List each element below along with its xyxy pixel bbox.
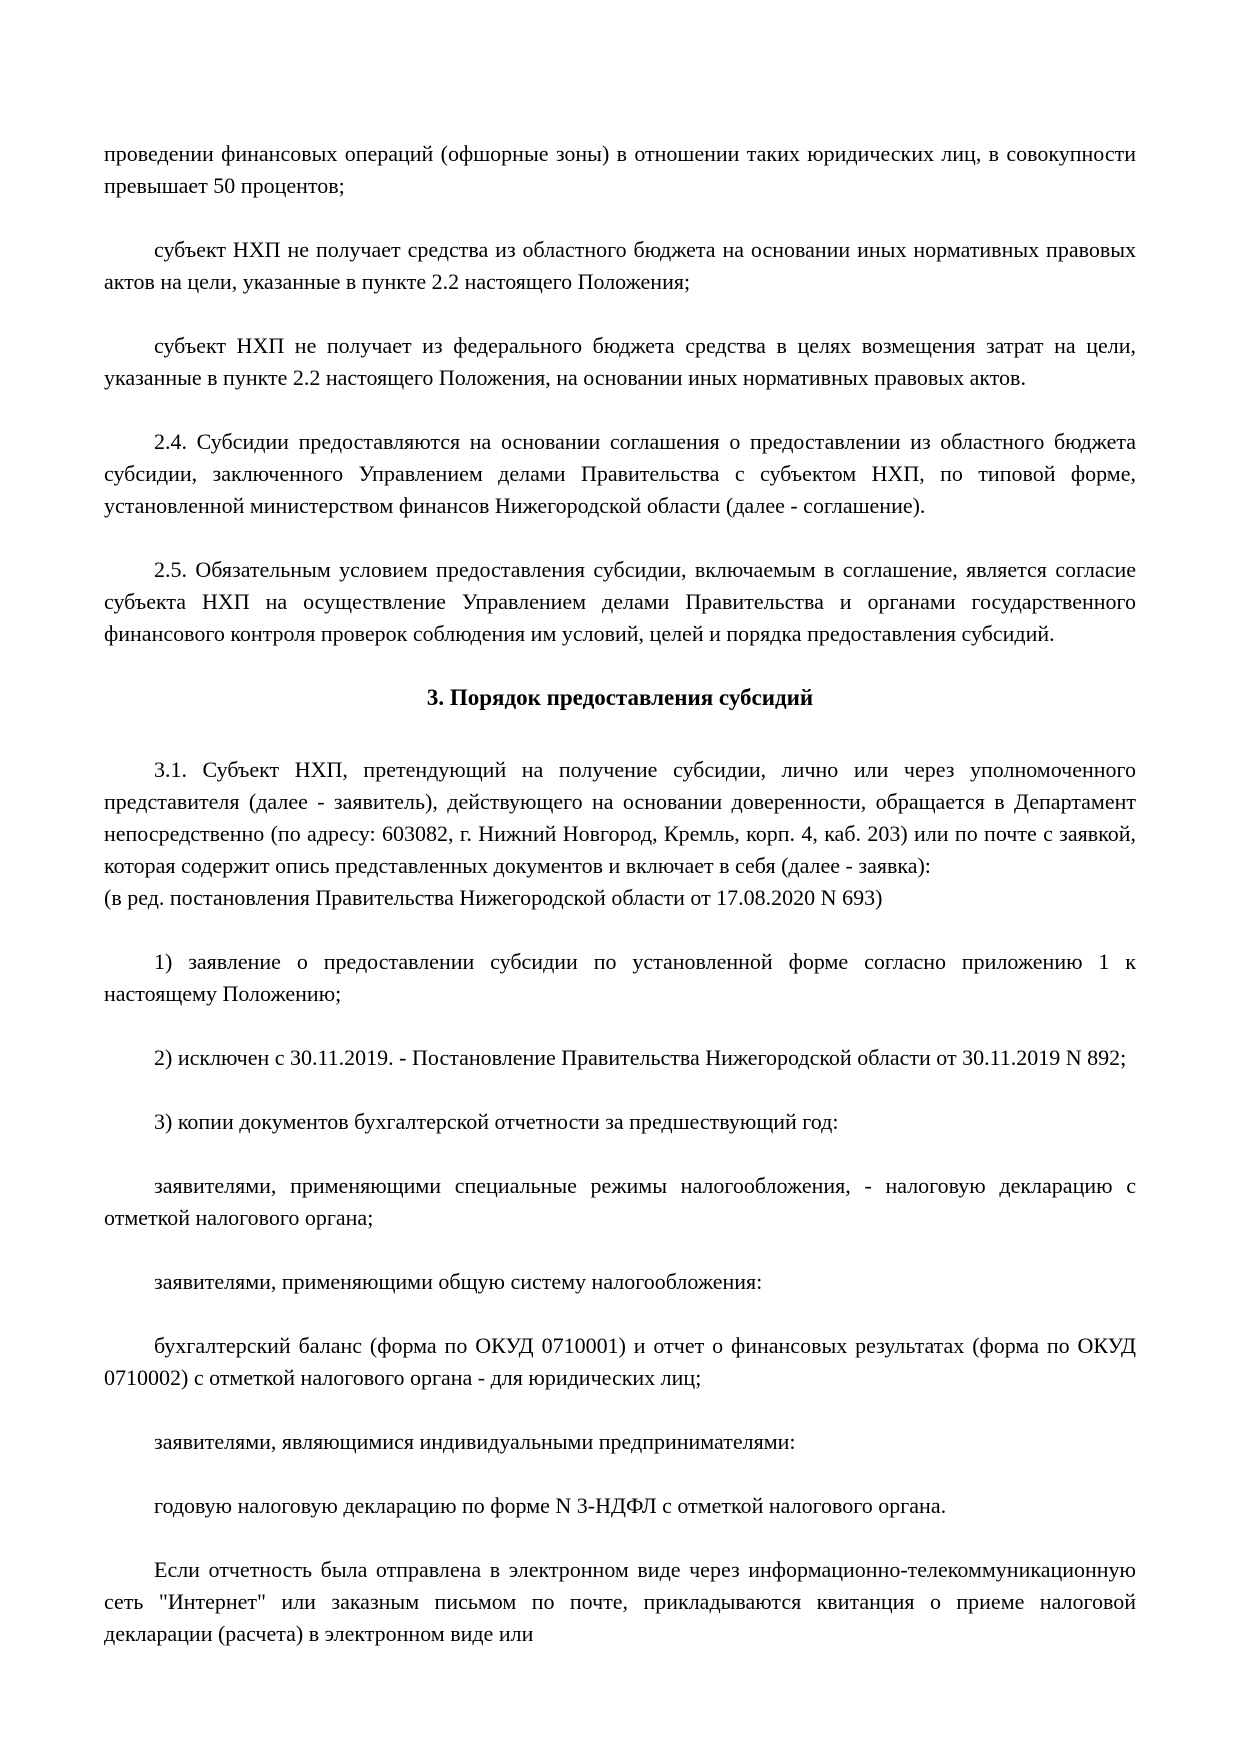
paragraph: заявителями, являющимися индивидуальными предпринимателями: bbox=[154, 1429, 796, 1454]
paragraph: субъект НХП не получает из федерального бюджета средства в целях возмещения затрат на цели, указанные в пункте 2.2 настоящего Положения, на основании иных нормативных правовых актов. bbox=[104, 333, 1136, 390]
paragraph-2-4: 2.4. Субсидии предоставляются на основании соглашения о предоставлении из областного бюджета субсидии, заключенного Управлением делами Правительства с субъектом НХП, по типовой форме, установленной министерством финансов Нижегородской области (далее - соглашение). bbox=[104, 429, 1136, 518]
list-item-3: 3) копии документов бухгалтерской отчетности за предшествующий год: bbox=[154, 1109, 839, 1134]
paragraph: заявителями, применяющими специальные режимы налогообложения, - налоговую декларацию с отметкой налогового органа; bbox=[104, 1173, 1136, 1230]
paragraph: бухгалтерский баланс (форма по ОКУД 0710001) и отчет о финансовых результатах (форма по ОКУД 0710002) с отметкой налогового органа - для юридических лиц; bbox=[104, 1333, 1136, 1390]
paragraph: проведении финансовых операций (офшорные зоны) в отношении таких юридических лиц, в совокупности превышает 50 процентов; bbox=[104, 141, 1136, 198]
list-item-2: 2) исключен с 30.11.2019. - Постановление Правительства Нижегородской области от 30.11.2019 N 892; bbox=[154, 1045, 1127, 1070]
list-item-1: 1) заявление о предоставлении субсидии по установленной форме согласно приложению 1 к настоящему Положению; bbox=[104, 949, 1136, 1006]
paragraph: заявителями, применяющими общую систему налогообложения: bbox=[154, 1269, 763, 1294]
paragraph: субъект НХП не получает средства из областного бюджета на основании иных нормативных правовых актов на цели, указанные в пункте 2.2 настоящего Положения; bbox=[104, 237, 1136, 294]
paragraph-3-1: 3.1. Субъект НХП, претендующий на получение субсидии, лично или через уполномоченного представителя (далее - заявитель), действующего на основании доверенности, обращается в Департамент непосредственно (по адресу: 603082, г. Нижний Новгород, Кремль, корп. 4, каб. 203) или по почте с заявкой, которая содержит опись представленных документов и включает в себя (далее - заявка): bbox=[104, 757, 1136, 878]
paragraph-2-5: 2.5. Обязательным условием предоставления субсидии, включаемым в соглашение, является согласие субъекта НХП на осуществление Управлением делами Правительства и органами государственного финансового контроля проверок соблюдения им условий, целей и порядка предоставления субсидий. bbox=[104, 557, 1136, 646]
paragraph: годовую налоговую декларацию по форме N 3-НДФЛ с отметкой налогового органа. bbox=[154, 1493, 947, 1518]
paragraph: Если отчетность была отправлена в электронном виде через информационно-телекоммуникационную сеть "Интернет" или заказным письмом по почте, прикладываются квитанция о приеме налоговой декларации (расчета) в электронном виде или bbox=[104, 1557, 1136, 1646]
section-heading: 3. Порядок предоставления субсидий bbox=[426, 685, 814, 710]
editorial-note: (в ред. постановления Правительства Нижегородской области от 17.08.2020 N 693) bbox=[104, 885, 883, 910]
